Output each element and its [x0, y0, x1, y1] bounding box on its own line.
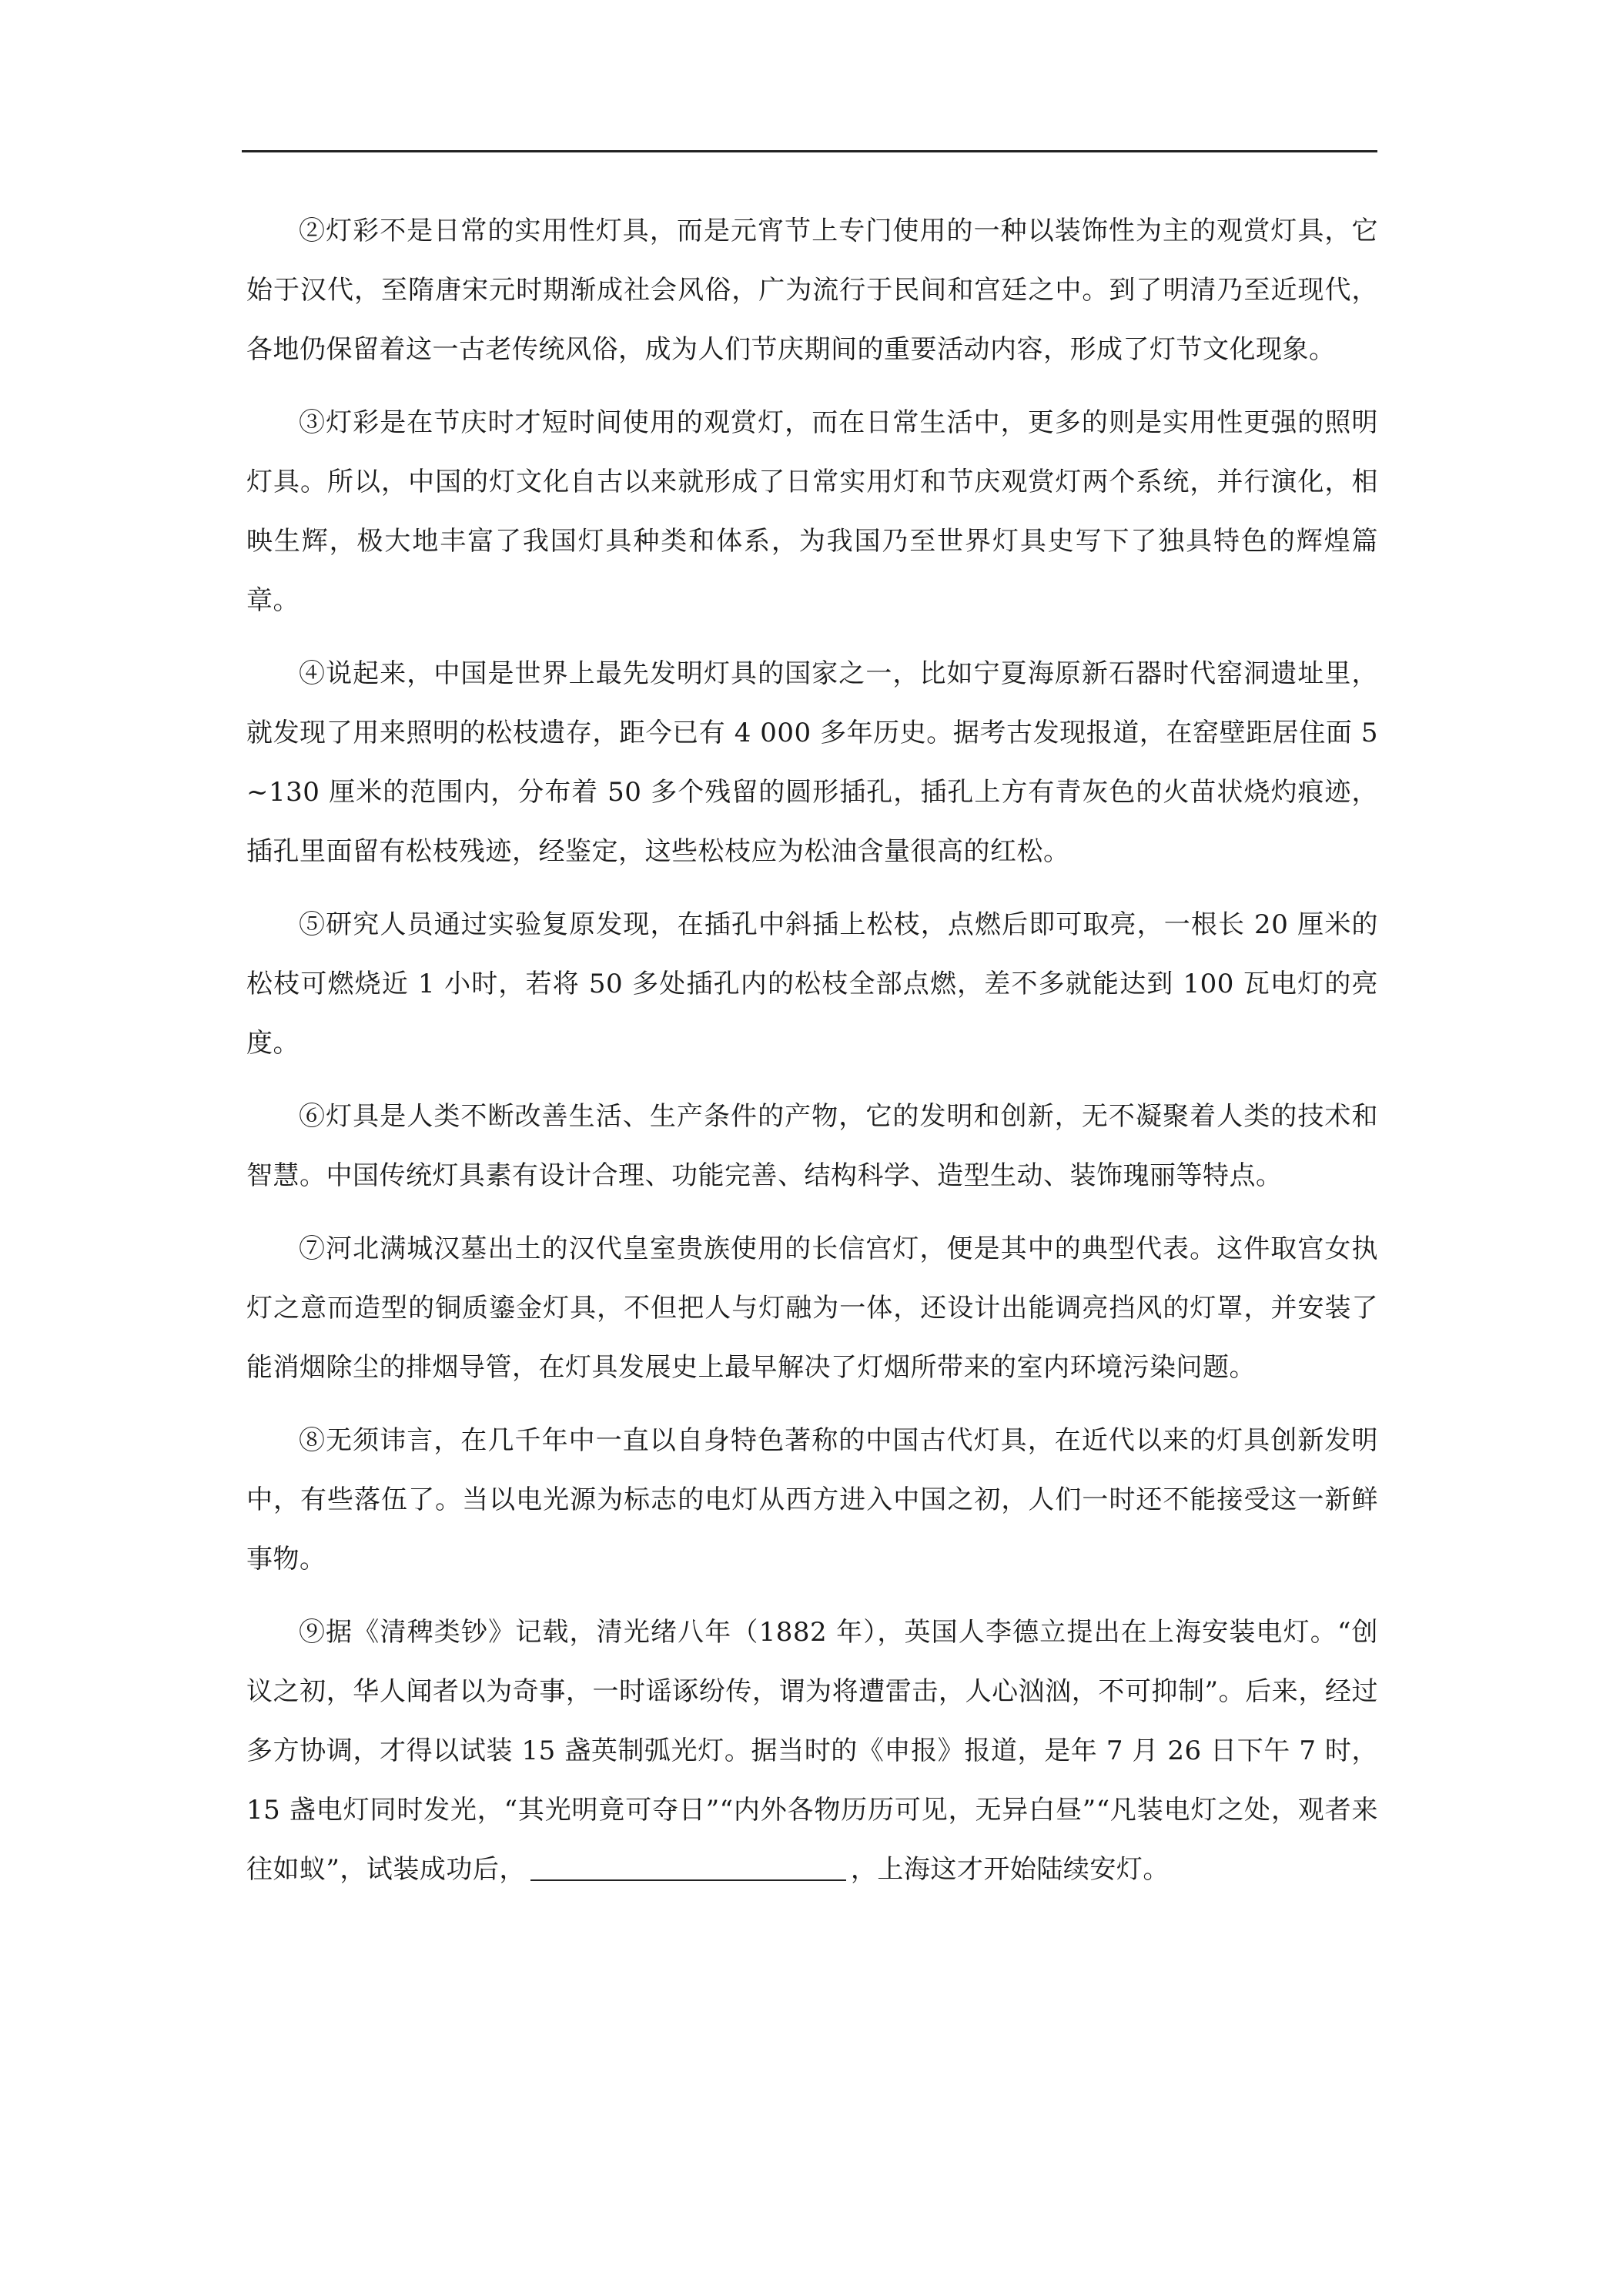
paragraph-3: ③灯彩是在节庆时才短时间使用的观赏灯，而在日常生活中，更多的则是实用性更强的照明灯具。所以，中国的灯文化自古以来就形成了日常实用灯和节庆观赏灯两个系统，并行演化，相映生辉，极大地丰富了我国灯具种类和体系，为我国乃至世界灯具史写下了独具特色的辉煌篇章。 [246, 407, 1378, 616]
paragraph-8: ⑧无须讳言，在几千年中一直以自身特色著称的中国古代灯具，在近代以来的灯具创新发明中，有些落伍了。当以电光源为标志的电灯从西方进入中国之初，人们一时还不能接受这一新鲜事物。 [246, 1425, 1378, 1575]
article-body [246, 202, 1378, 1913]
paragraph-9 [246, 1603, 1378, 1899]
paragraph-5: ⑤研究人员通过实验复原发现，在插孔中斜插上松枝，点燃后即可取亮，一根长 20 厘米的松枝可燃烧近 1 小时，若将 50 多处插孔内的松枝全部点燃，差不多就能达到 100 瓦电灯的亮度。 [246, 909, 1378, 1059]
fill-in-blank [530, 1853, 846, 1881]
paragraph-6: ⑥灯具是人类不断改善生活、生产条件的产物，它的发明和创新，无不凝聚着人类的技术和智慧。中国传统灯具素有设计合理、功能完善、结构科学、造型生动、装饰瑰丽等特点。 [246, 1101, 1378, 1191]
paragraph-4: ④说起来，中国是世界上最先发明灯具的国家之一，比如宁夏海原新石器时代窑洞遗址里，就发现了用来照明的松枝遗存，距今已有 4 000 多年历史。据考古发现报道，在窑壁距居住面 5~130 厘米的范围内，分布着 50 多个残留的圆形插孔，插孔上方有青灰色的火苗状烧灼痕迹，插孔里面留有松枝残迹，经鉴定，这些松枝应为松油含量很高的红松。 [246, 658, 1378, 867]
paragraph-9-before-blank: ⑨据《清稗类钞》记载，清光绪八年（1882 年），英国人李德立提出在上海安装电灯。“创议之初，华人闻者以为奇事，一时谣诼纷传，谓为将遭雷击，人心汹汹，不可抑制”。后来，经过多方协调，才得以试装 15 盏英制弧光灯。据当时的《申报》报道，是年 7 月 26 日下午 7 时，15 盏电灯同时发光，“其光明竟可夺日”“内外各物历历可见，无异白昼”“凡装电灯之处，观者来往如蚁”，试装成功后， [246, 1617, 1378, 1885]
paragraph-2: ②灯彩不是日常的实用性灯具，而是元宵节上专门使用的一种以装饰性为主的观赏灯具，它始于汉代，至隋唐宋元时期渐成社会风俗，广为流行于民间和宫廷之中。到了明清乃至近现代，各地仍保留着这一古老传统风俗，成为人们节庆期间的重要活动内容，形成了灯节文化现象。 [246, 216, 1378, 365]
paragraph-9-after-blank: ，上海这才开始陆续安灯。 [850, 1854, 1170, 1885]
header-rule [242, 150, 1377, 152]
paragraph-7: ⑦河北满城汉墓出土的汉代皇室贵族使用的长信宫灯，便是其中的典型代表。这件取宫女执灯之意而造型的铜质鎏金灯具，不但把人与灯融为一体，还设计出能调亮挡风的灯罩，并安装了能消烟除尘的排烟导管，在灯具发展史上最早解决了灯烟所带来的室内环境污染问题。 [246, 1233, 1378, 1383]
